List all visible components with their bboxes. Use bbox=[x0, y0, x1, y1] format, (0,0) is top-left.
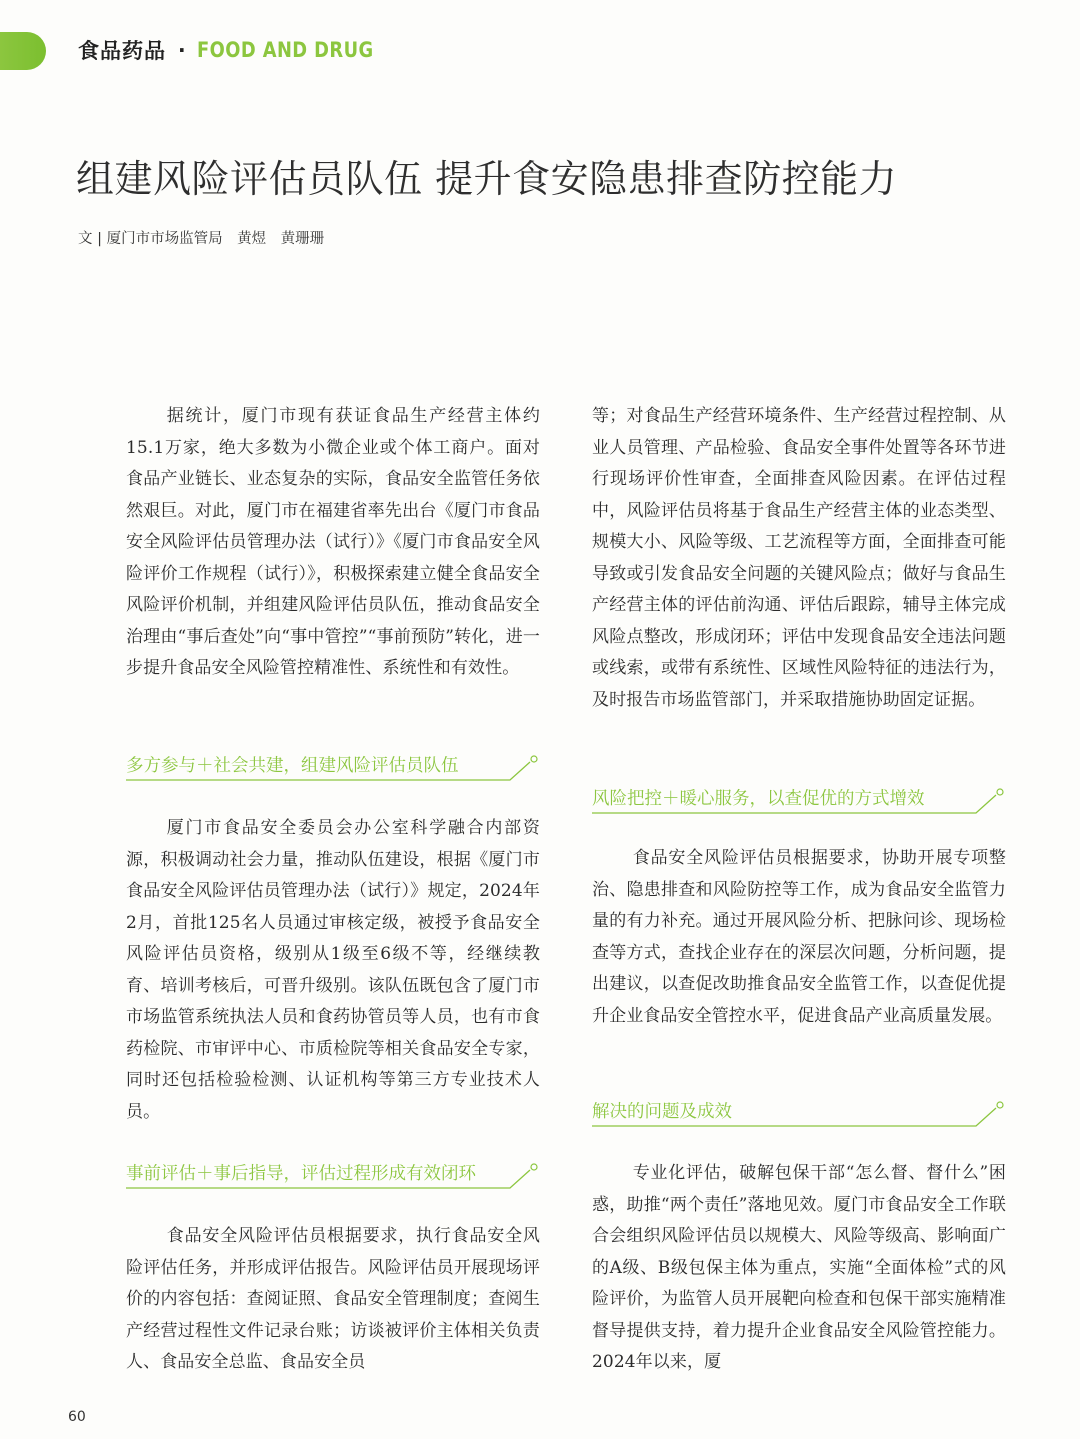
left-paragraph-3: 食品安全风险评估员根据要求，执行食品安全风险评估任务，并形成评估报告。风险评估员开展现场评价的内容包括：查阅证照、食品安全管理制度；查阅生产经营过程性文件记录台账；访谈被评价主体相关负责人、食品安全总监、食品安全员 bbox=[126, 1226, 540, 1372]
page-number: 60 bbox=[68, 1409, 86, 1425]
subheading-text: 多方参与＋社会共建，组建风险评估员队伍 bbox=[126, 756, 459, 776]
subheading-text: 解决的问题及成效 bbox=[592, 1102, 732, 1122]
section-name-cn: 食品药品 bbox=[78, 39, 166, 63]
left-subheading-1 bbox=[126, 748, 542, 782]
left-col-block-1 bbox=[126, 401, 540, 685]
right-col-block-1 bbox=[592, 401, 1006, 716]
left-subheading-2 bbox=[126, 1156, 542, 1190]
section-header bbox=[78, 34, 404, 66]
section-name-en: FOOD AND DRUG bbox=[196, 38, 374, 62]
article-title: 组建风险评估员队伍 提升食安隐患排查防控能力 bbox=[76, 157, 898, 201]
left-col-block-3 bbox=[126, 1221, 540, 1379]
left-col-block-2 bbox=[126, 813, 540, 1128]
right-col-block-3 bbox=[592, 1158, 1006, 1379]
left-paragraph-1: 据统计，厦门市现有获证食品生产经营主体约15.1万家，绝大多数为小微企业或个体工商户。面对食品产业链长、业态复杂的实际，食品安全监管任务依然艰巨。对此，厦门市在福建省率先出台《厦门市食品安全风险评估员管理办法（试行）》《厦门市食品安全风险评价工作规程（试行）》，积极探索建立健全食品安全风险评价机制，并组建风险评估员队伍，推动食品安全治理由“事后查处”向“事中管控”“事前预防”转化，进一步提升食品安全风险管控精准性、系统性和有效性。 bbox=[126, 406, 540, 678]
right-paragraph-3: 专业化评估，破解包保干部“怎么督、督什么”困惑，助推“两个责任”落地见效。厦门市食品安全工作联合会组织风险评估员以规模大、风险等级高、影响面广的A级、B级包保主体为重点，实施“全面体检”式的风险评价，为监管人员开展靶向检查和包保干部实施精准督导提供支持，着力提升企业食品安全风险管控能力。2024年以来，厦 bbox=[592, 1163, 1006, 1372]
right-paragraph-2: 食品安全风险评估员根据要求，协助开展专项整治、隐患排查和风险防控等工作，成为食品安全监管力量的有力补充。通过开展风险分析、把脉问诊、现场检查等方式，查找企业存在的深层次问题，分析问题，提出建议，以查促改助推食品安全监管工作，以查促优提升企业食品安全管控水平，促进食品产业高质量发展。 bbox=[592, 848, 1006, 1026]
article-byline: 文 | 厦门市市场监管局 黄煜 黄珊珊 bbox=[78, 231, 325, 247]
subheading-text: 事前评估＋事后指导，评估过程形成有效闭环 bbox=[126, 1164, 476, 1184]
right-col-block-2 bbox=[592, 843, 1006, 1032]
section-tab-decoration bbox=[0, 32, 46, 70]
right-subheading-2 bbox=[592, 1094, 1008, 1128]
right-subheading-1 bbox=[592, 781, 1008, 815]
subheading-text: 风险把控＋暖心服务，以查促优的方式增效 bbox=[592, 789, 925, 809]
right-paragraph-1: 等；对食品生产经营环境条件、生产经营过程控制、从业人员管理、产品检验、食品安全事件处置等各环节进行现场评价性审查，全面排查风险因素。在评估过程中，风险评估员将基于食品生产经营主体的业态类型、规模大小、风险等级、工艺流程等方面，全面排查可能导致或引发食品安全问题的关键风险点；做好与食品生产经营主体的评估前沟通、评估后跟踪，辅导主体完成风险点整改，形成闭环；评估中发现食品安全违法问题或线索，或带有系统性、区域性风险特征的违法行为，及时报告市场监管部门，并采取措施协助固定证据。 bbox=[592, 406, 1006, 710]
section-separator: · bbox=[178, 38, 186, 62]
left-paragraph-2: 厦门市食品安全委员会办公室科学融合内部资源，积极调动社会力量，推动队伍建设，根据《厦门市食品安全风险评估员管理办法（试行）》规定，2024年2月，首批125名人员通过审核定级，被授予食品安全风险评估员资格，级别从1级至6级不等，经继续教育、培训考核后，可晋升级别。该队伍既包含了厦门市市场监管系统执法人员和食药协管员等人员，也有市食药检院、市审评中心、市质检院等相关食品安全专家，同时还包括检验检测、认证机构等第三方专业技术人员。 bbox=[126, 818, 540, 1122]
